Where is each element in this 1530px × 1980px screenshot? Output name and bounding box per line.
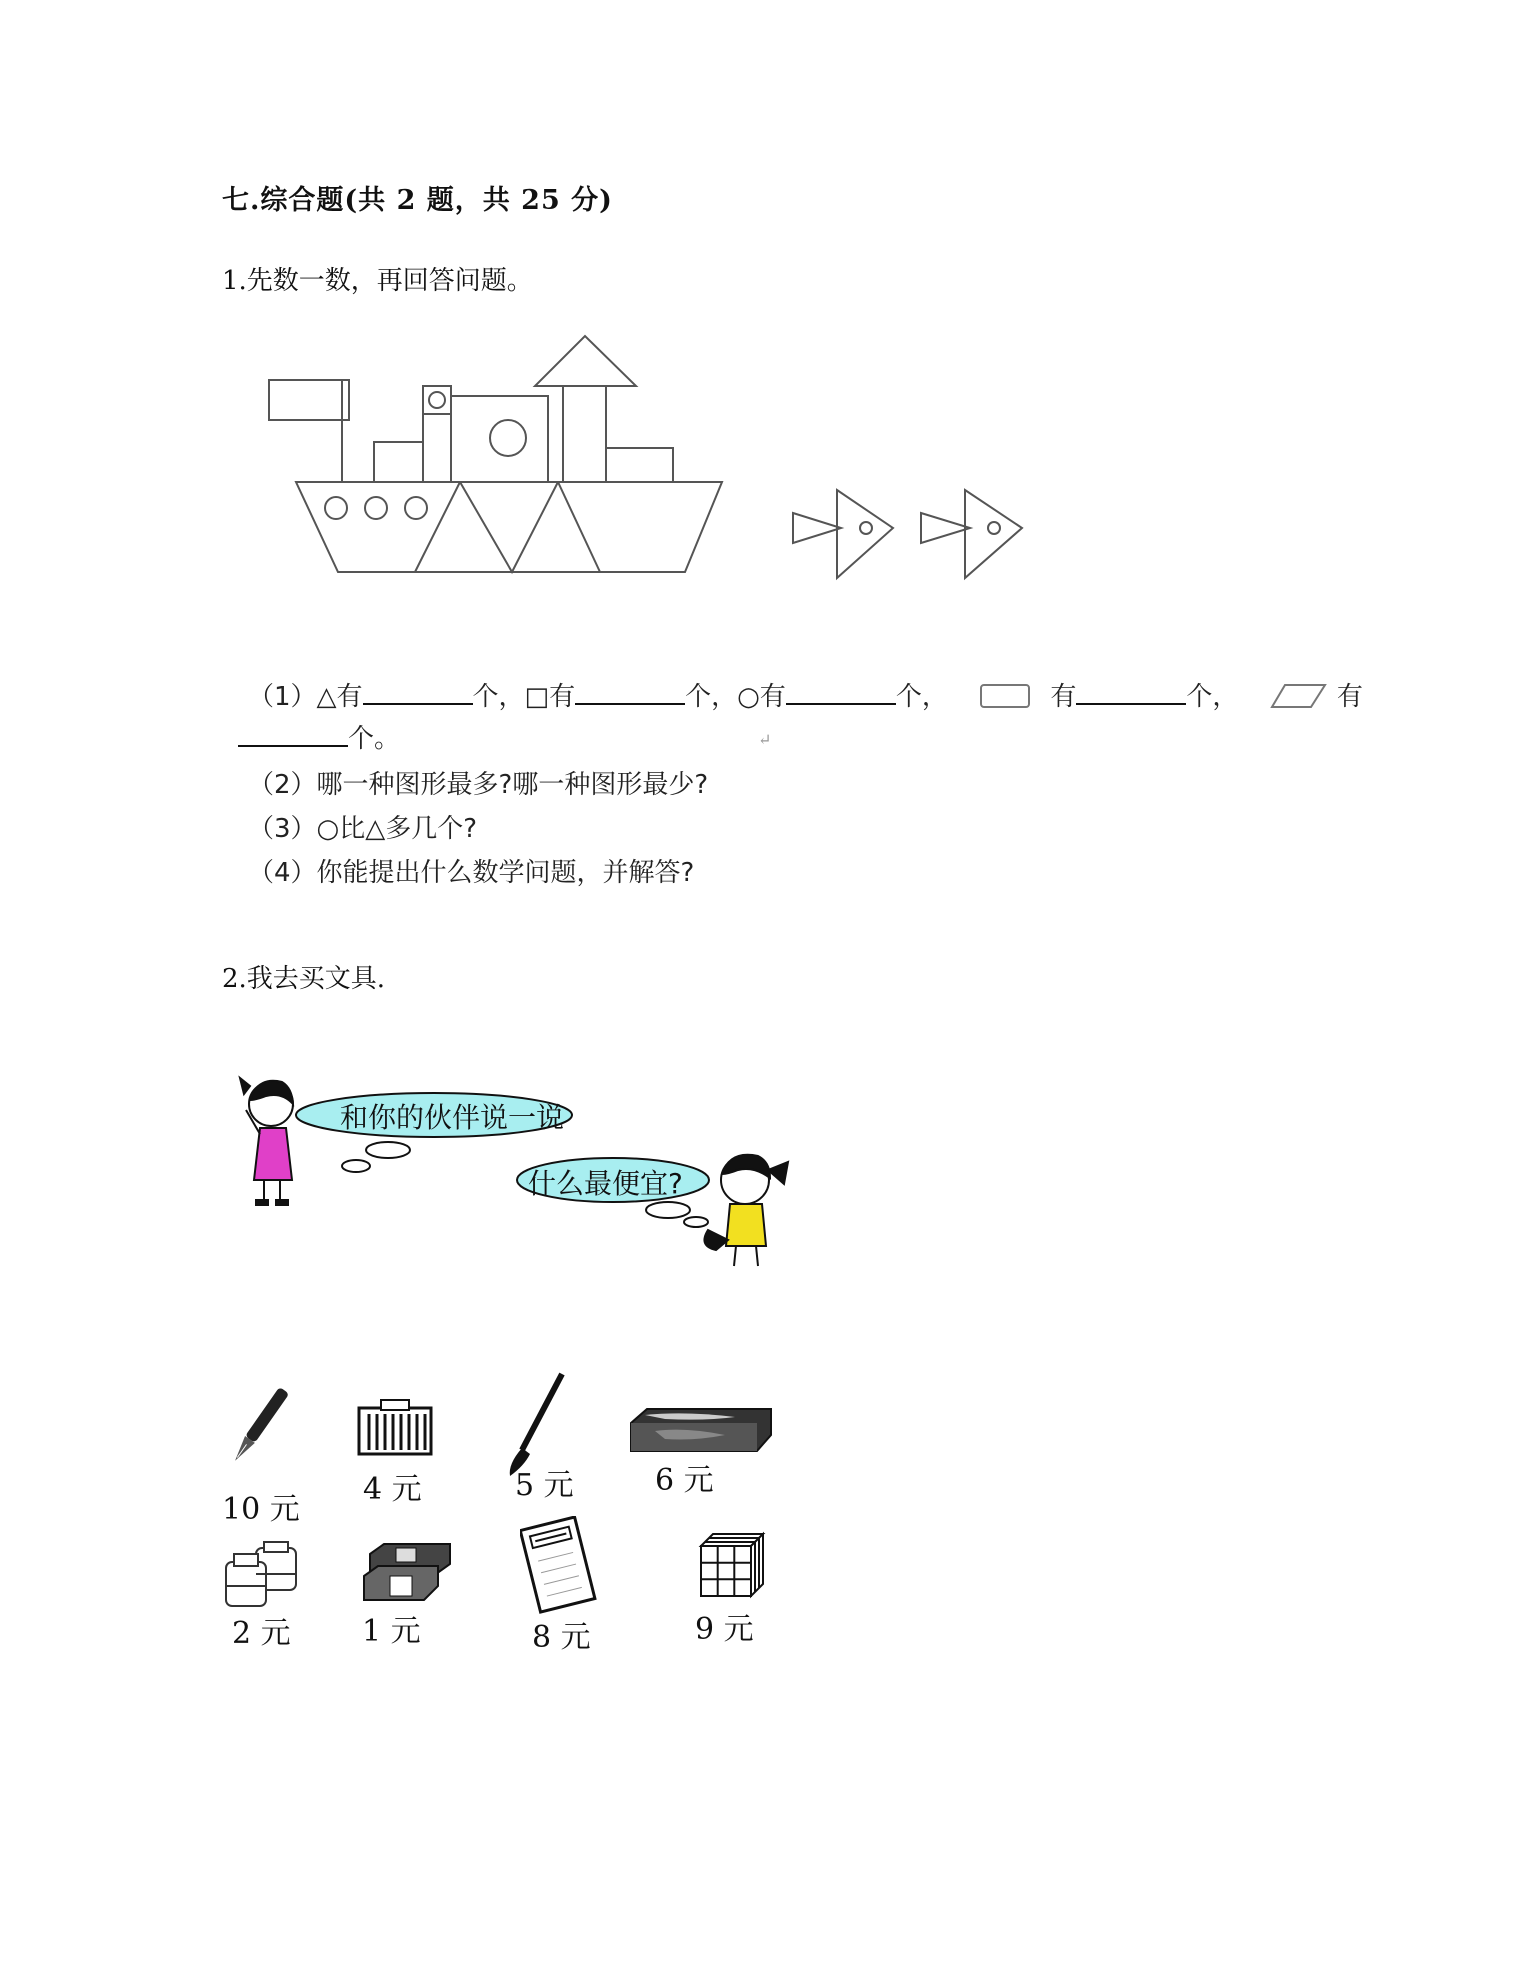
- section-title: 七.综合题(共 2 题，共 25 分): [222, 185, 613, 216]
- hull-triangle-top: [460, 482, 558, 572]
- price-rubik-cube: 9 元: [695, 1612, 754, 1647]
- fountain-pen-icon: [228, 1378, 288, 1478]
- price-notebook: 8 元: [532, 1620, 591, 1655]
- ink-stone-icon: [625, 1405, 775, 1455]
- erasers-icon: [360, 1540, 455, 1605]
- answer-blank-rectangle[interactable]: [1076, 679, 1186, 705]
- answer-blank-parallelogram[interactable]: [238, 721, 348, 747]
- girl-1-figure: [240, 1078, 293, 1205]
- porthole-1: [325, 497, 347, 519]
- fish-2-eye: [988, 522, 1000, 534]
- parallelogram-shape-icon: [1269, 681, 1329, 711]
- sub1-part2: 个，□有: [472, 682, 576, 712]
- bubble-1-text: 和你的伙伴说一说: [340, 1101, 565, 1134]
- flag-rectangle: [269, 380, 349, 420]
- sub1-part6: 个，: [1186, 682, 1239, 712]
- question-2-prompt: 2.我去买文具.: [222, 964, 386, 994]
- paragraph-mark: ↵: [758, 730, 772, 749]
- sub-question-2: （2）哪一种图形最多?哪一种图形最少?: [248, 770, 709, 800]
- sub-question-4: （4）你能提出什么数学问题，并解答?: [248, 858, 695, 888]
- answer-blank-circle[interactable]: [786, 679, 896, 705]
- left-box: [374, 442, 423, 482]
- sub1-part7: 有: [1336, 682, 1363, 712]
- price-brush: 5 元: [515, 1468, 574, 1503]
- tall-rectangle: [423, 414, 451, 482]
- sub1-part5: 有: [1050, 682, 1077, 712]
- sub-question-1: [248, 676, 1363, 713]
- notebook-icon: [520, 1516, 600, 1616]
- porthole-2: [365, 497, 387, 519]
- question-1-prompt: 1.先数一数，再回答问题。: [222, 266, 533, 296]
- tower-rectangle: [563, 386, 606, 482]
- ink-bottles-icon: [222, 1540, 302, 1610]
- small-square: [423, 386, 451, 414]
- sub1-part3: 个，○有: [685, 682, 786, 712]
- hull-line-left: [415, 482, 460, 572]
- price-pencil-box: 4 元: [363, 1472, 422, 1507]
- answer-blank-triangle[interactable]: [363, 679, 473, 705]
- tower-roof-triangle: [535, 336, 636, 386]
- price-ink-bottles: 2 元: [232, 1616, 291, 1651]
- hull: [296, 482, 722, 572]
- rubik-cube-icon: [697, 1530, 767, 1600]
- bubble-2-text: 什么最便宜?: [528, 1167, 683, 1200]
- pencil-box-icon: [355, 1398, 435, 1458]
- sub-question-1-cont: [238, 718, 400, 755]
- small-circle: [429, 392, 445, 408]
- fish-2-tail: [921, 513, 970, 543]
- rectangle-shape-icon: [978, 681, 1034, 711]
- answer-blank-square[interactable]: [575, 679, 685, 705]
- sub1-end: 个。: [348, 724, 401, 754]
- porthole-3: [405, 497, 427, 519]
- window-circle: [490, 420, 526, 456]
- sub1-part1: （1）△有: [248, 682, 363, 712]
- price-fountain-pen: 10 元: [222, 1492, 300, 1527]
- price-ink-stone: 6 元: [655, 1463, 714, 1498]
- price-erasers: 1 元: [362, 1614, 421, 1649]
- sub-question-3: （3）○比△多几个?: [248, 814, 478, 844]
- ship-figure: [260, 330, 1040, 590]
- sub1-part4: 个，: [895, 682, 948, 712]
- girl-2-figure: [704, 1155, 788, 1266]
- right-box: [606, 448, 673, 482]
- big-square: [451, 396, 548, 482]
- fish-1-eye: [860, 522, 872, 534]
- hull-line-right: [558, 482, 600, 572]
- fish-1-tail: [793, 513, 841, 543]
